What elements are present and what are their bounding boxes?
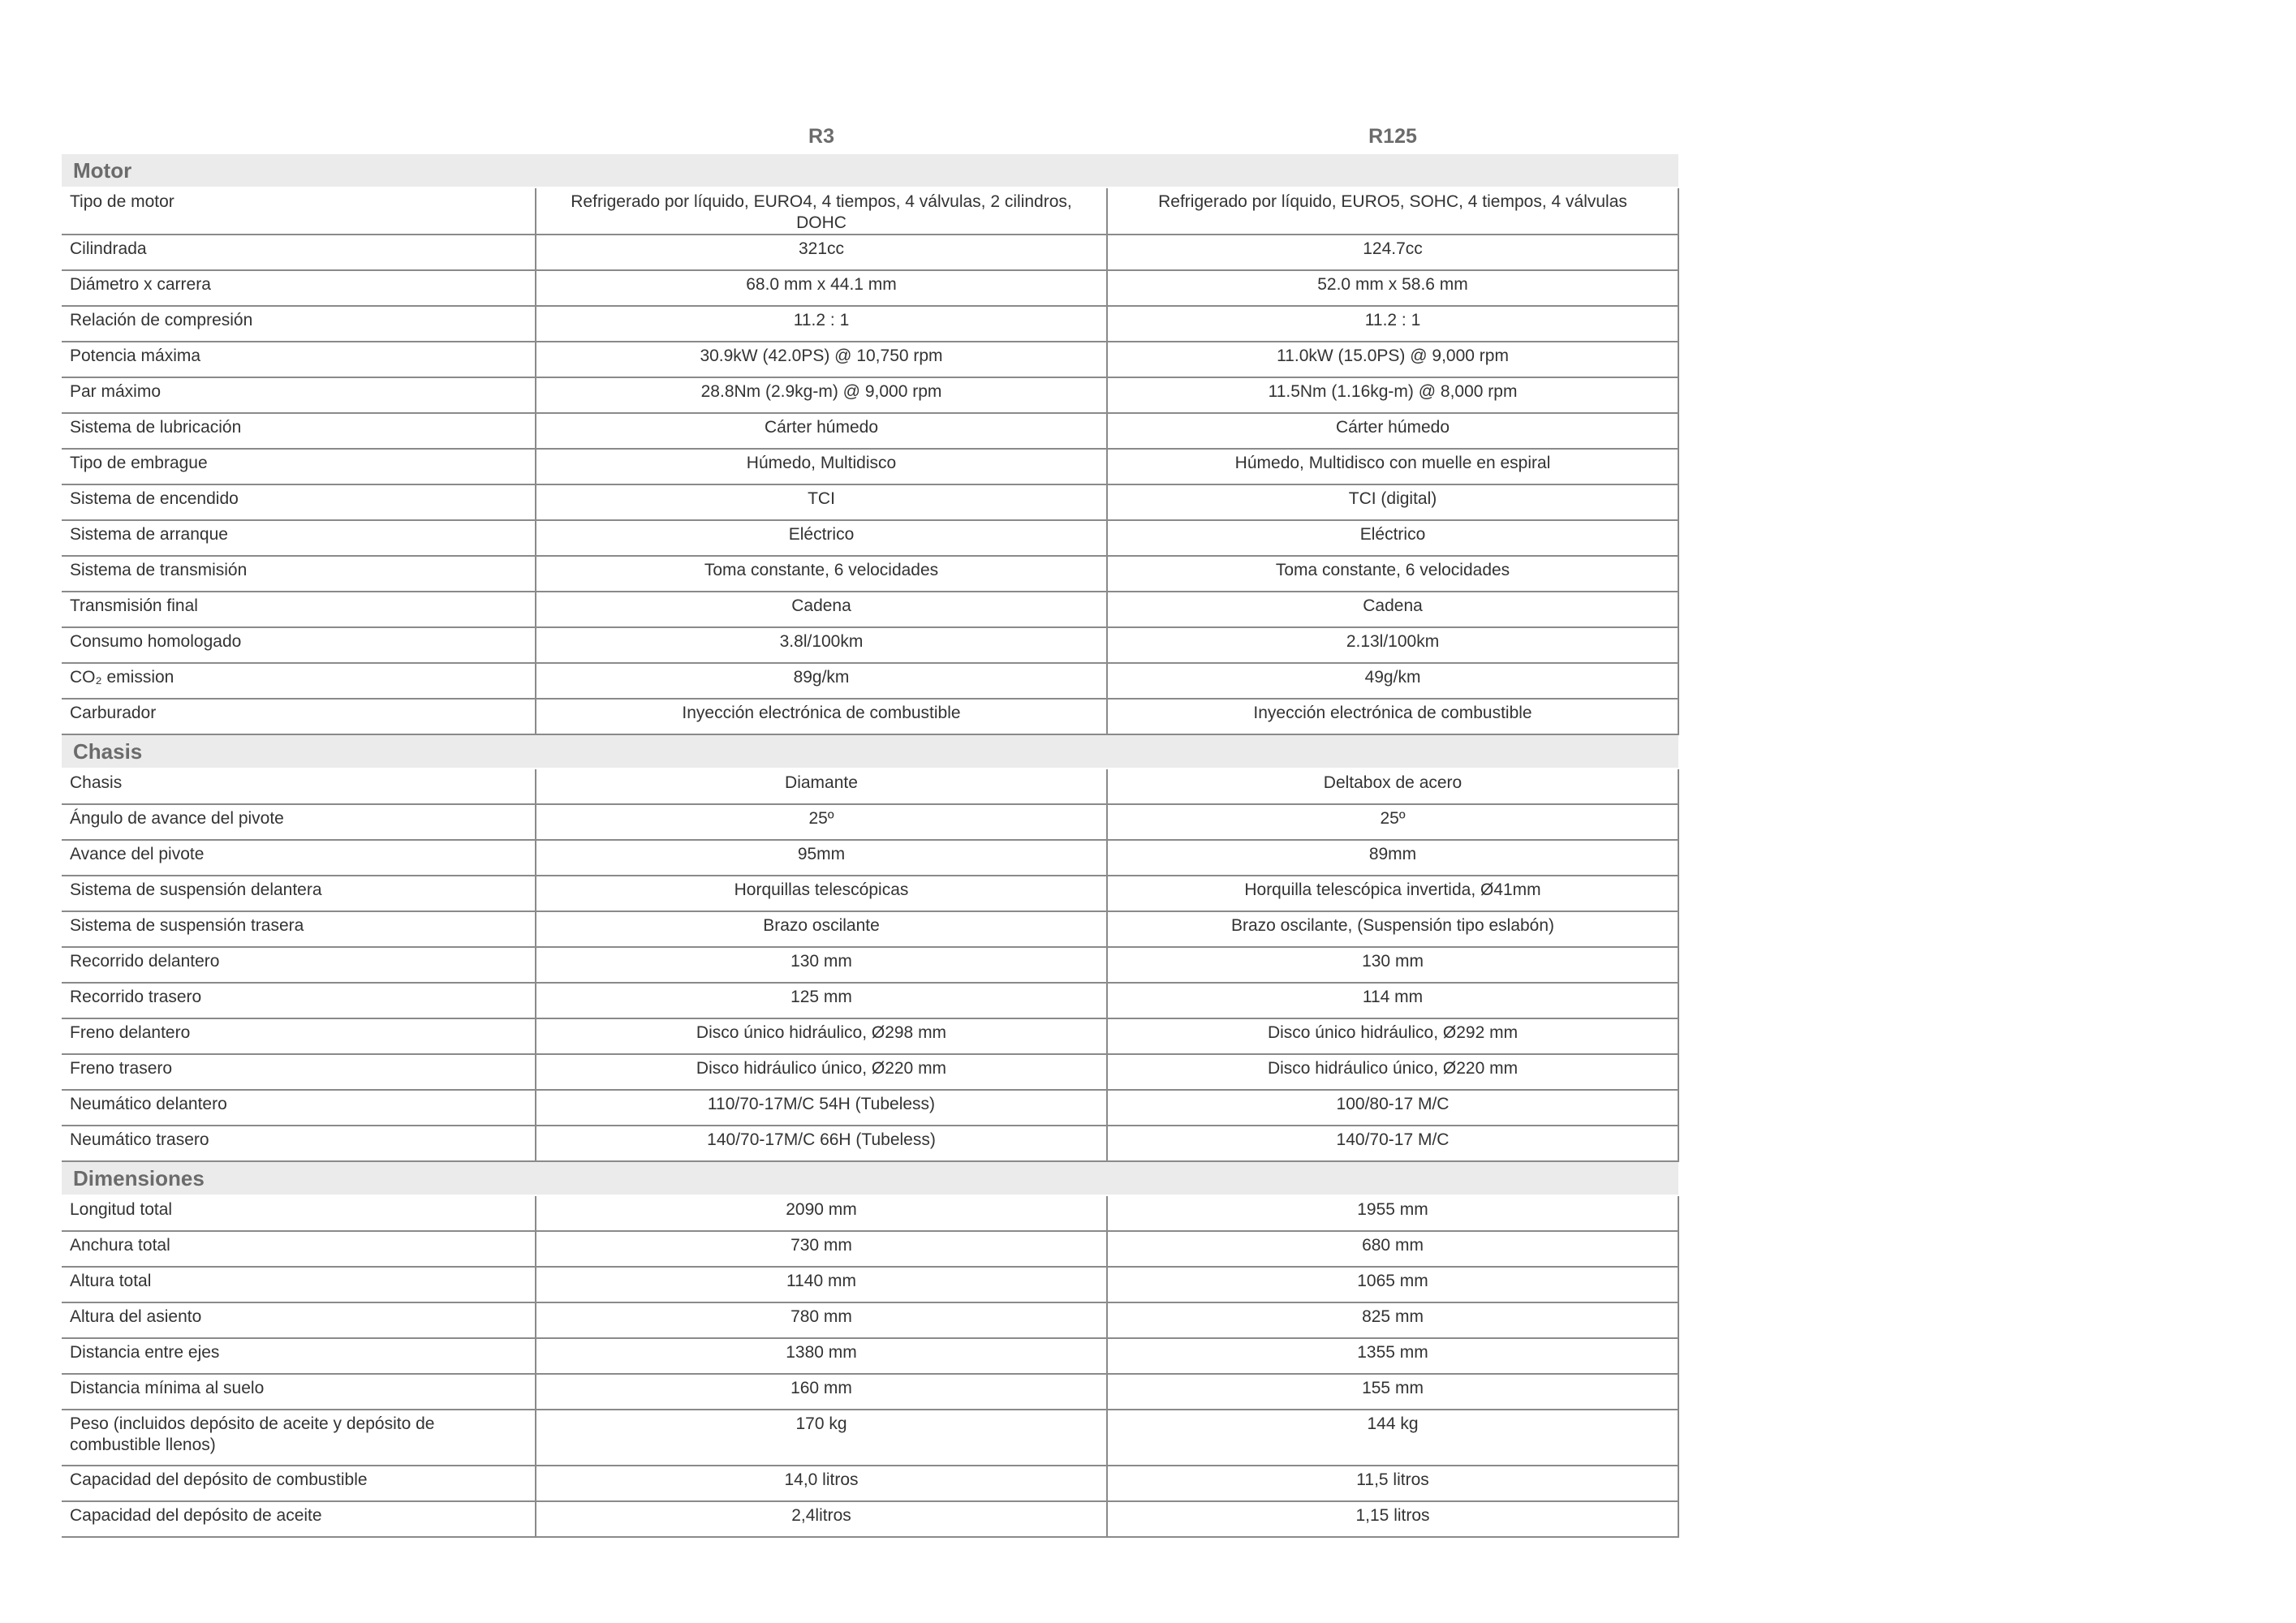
spec-value-r125: 825 mm — [1107, 1302, 1678, 1338]
spec-value-r3: 68.0 mm x 44.1 mm — [536, 270, 1107, 306]
spec-value-r125: Horquilla telescópica invertida, Ø41mm — [1107, 876, 1678, 911]
spec-value-r125: 114 mm — [1107, 983, 1678, 1018]
spec-label: Avance del pivote — [62, 840, 536, 876]
spec-label: Tipo de embrague — [62, 449, 536, 484]
table-row — [62, 699, 1678, 734]
table-row — [62, 840, 1678, 876]
spec-value-r3: 25º — [536, 804, 1107, 840]
spec-label: Diámetro x carrera — [62, 270, 536, 306]
spec-value-r125: 49g/km — [1107, 663, 1678, 699]
spec-value-r3: 130 mm — [536, 947, 1107, 983]
column-headers — [62, 122, 1678, 154]
spec-value-r3: Inyección electrónica de combustible — [536, 699, 1107, 734]
table-row — [62, 1410, 1678, 1466]
spec-value-r3: 1380 mm — [536, 1338, 1107, 1374]
section-title: Chasis — [62, 734, 1678, 768]
spec-value-r3: TCI — [536, 484, 1107, 520]
spec-value-r125: 144 kg — [1107, 1410, 1678, 1466]
table-row — [62, 1267, 1678, 1302]
table-row — [62, 1501, 1678, 1537]
table-row — [62, 235, 1678, 270]
spec-value-r3: 140/70-17M/C 66H (Tubeless) — [536, 1126, 1107, 1161]
spec-label: Carburador — [62, 699, 536, 734]
spec-value-r3: 3.8l/100km — [536, 627, 1107, 663]
spec-value-r3: 2090 mm — [536, 1195, 1107, 1231]
spec-value-r125: 11.0kW (15.0PS) @ 9,000 rpm — [1107, 342, 1678, 377]
table-row — [62, 663, 1678, 699]
spec-label: Capacidad del depósito de combustible — [62, 1466, 536, 1501]
spec-value-r3: Horquillas telescópicas — [536, 876, 1107, 911]
spec-value-r3: Eléctrico — [536, 520, 1107, 556]
spec-value-r3: 2,4litros — [536, 1501, 1107, 1537]
spec-value-r3: 95mm — [536, 840, 1107, 876]
table-row — [62, 556, 1678, 592]
table-row — [62, 911, 1678, 947]
spec-value-r3: 1140 mm — [536, 1267, 1107, 1302]
spec-value-r125: 11.5Nm (1.16kg-m) @ 8,000 rpm — [1107, 377, 1678, 413]
spec-label: Distancia entre ejes — [62, 1338, 536, 1374]
spec-value-r125: 52.0 mm x 58.6 mm — [1107, 270, 1678, 306]
spec-value-r3: 28.8Nm (2.9kg-m) @ 9,000 rpm — [536, 377, 1107, 413]
spec-value-r125: Cárter húmedo — [1107, 413, 1678, 449]
spec-label: Relación de compresión — [62, 306, 536, 342]
spec-label: Recorrido trasero — [62, 983, 536, 1018]
spec-value-r125: Brazo oscilante, (Suspensión tipo eslabón) — [1107, 911, 1678, 947]
spec-label: Ángulo de avance del pivote — [62, 804, 536, 840]
table-row — [62, 449, 1678, 484]
spec-label: Recorrido delantero — [62, 947, 536, 983]
table-row — [62, 413, 1678, 449]
table-row — [62, 592, 1678, 627]
spec-value-r125: 130 mm — [1107, 947, 1678, 983]
column-header-r3: R3 — [808, 125, 834, 148]
section-title: Motor — [62, 154, 1678, 187]
spec-table — [62, 154, 1679, 1538]
spec-label: Altura total — [62, 1267, 536, 1302]
spec-value-r125: Disco único hidráulico, Ø292 mm — [1107, 1018, 1678, 1054]
spec-value-r125: 11.2 : 1 — [1107, 306, 1678, 342]
table-row — [62, 270, 1678, 306]
table-row — [62, 377, 1678, 413]
table-row — [62, 1054, 1678, 1090]
table-row — [62, 1338, 1678, 1374]
spec-label: Freno delantero — [62, 1018, 536, 1054]
spec-value-r3: Refrigerado por líquido, EURO4, 4 tiempos, 4 válvulas, 2 cilindros, DOHC — [536, 187, 1107, 235]
spec-value-r125: 1065 mm — [1107, 1267, 1678, 1302]
spec-label: Sistema de lubricación — [62, 413, 536, 449]
spec-label: Neumático delantero — [62, 1090, 536, 1126]
spec-label: Distancia mínima al suelo — [62, 1374, 536, 1410]
table-row — [62, 768, 1678, 804]
spec-label: Sistema de suspensión delantera — [62, 876, 536, 911]
spec-label: Capacidad del depósito de aceite — [62, 1501, 536, 1537]
spec-value-r3: 170 kg — [536, 1410, 1107, 1466]
spec-label: Sistema de transmisión — [62, 556, 536, 592]
table-row — [62, 983, 1678, 1018]
spec-value-r125: 11,5 litros — [1107, 1466, 1678, 1501]
spec-value-r3: 30.9kW (42.0PS) @ 10,750 rpm — [536, 342, 1107, 377]
table-row — [62, 1195, 1678, 1231]
spec-value-r125: Deltabox de acero — [1107, 768, 1678, 804]
table-row — [62, 520, 1678, 556]
spec-value-r125: 100/80-17 M/C — [1107, 1090, 1678, 1126]
spec-value-r125: 25º — [1107, 804, 1678, 840]
spec-label: Longitud total — [62, 1195, 536, 1231]
spec-label: Sistema de encendido — [62, 484, 536, 520]
spec-value-r3: 14,0 litros — [536, 1466, 1107, 1501]
table-row — [62, 627, 1678, 663]
spec-value-r125: TCI (digital) — [1107, 484, 1678, 520]
table-row — [62, 947, 1678, 983]
spec-value-r3: Disco único hidráulico, Ø298 mm — [536, 1018, 1107, 1054]
spec-value-r3: 730 mm — [536, 1231, 1107, 1267]
spec-label: Peso (incluidos depósito de aceite y depósito de combustible llenos) — [62, 1410, 536, 1466]
spec-value-r3: Húmedo, Multidisco — [536, 449, 1107, 484]
spec-value-r125: 1355 mm — [1107, 1338, 1678, 1374]
spec-value-r3: Disco hidráulico único, Ø220 mm — [536, 1054, 1107, 1090]
spec-label: Chasis — [62, 768, 536, 804]
table-row — [62, 1018, 1678, 1054]
table-row — [62, 1374, 1678, 1410]
spec-label: Neumático trasero — [62, 1126, 536, 1161]
table-row — [62, 1466, 1678, 1501]
spec-value-r125: 1955 mm — [1107, 1195, 1678, 1231]
spec-value-r125: Inyección electrónica de combustible — [1107, 699, 1678, 734]
spec-label: CO₂ emission — [62, 663, 536, 699]
spec-value-r3: 11.2 : 1 — [536, 306, 1107, 342]
spec-value-r125: 680 mm — [1107, 1231, 1678, 1267]
spec-label: Cilindrada — [62, 235, 536, 270]
spec-value-r125: 155 mm — [1107, 1374, 1678, 1410]
spec-value-r3: Toma constante, 6 velocidades — [536, 556, 1107, 592]
spec-value-r3: 321cc — [536, 235, 1107, 270]
spec-label: Freno trasero — [62, 1054, 536, 1090]
spec-value-r125: 124.7cc — [1107, 235, 1678, 270]
spec-value-r125: Refrigerado por líquido, EURO5, SOHC, 4 tiempos, 4 válvulas — [1107, 187, 1678, 235]
table-row — [62, 804, 1678, 840]
table-row — [62, 1302, 1678, 1338]
spec-label: Sistema de suspensión trasera — [62, 911, 536, 947]
spec-label: Anchura total — [62, 1231, 536, 1267]
spec-value-r125: Cadena — [1107, 592, 1678, 627]
section-header — [62, 1161, 1678, 1195]
spec-value-r125: Disco hidráulico único, Ø220 mm — [1107, 1054, 1678, 1090]
table-row — [62, 876, 1678, 911]
spec-value-r3: 780 mm — [536, 1302, 1107, 1338]
section-title: Dimensiones — [62, 1161, 1678, 1195]
spec-label: Par máximo — [62, 377, 536, 413]
spec-value-r125: 2.13l/100km — [1107, 627, 1678, 663]
table-row — [62, 342, 1678, 377]
spec-value-r3: Diamante — [536, 768, 1107, 804]
section-header — [62, 154, 1678, 187]
spec-value-r3: Cárter húmedo — [536, 413, 1107, 449]
table-row — [62, 306, 1678, 342]
table-row — [62, 1090, 1678, 1126]
spec-value-r3: 89g/km — [536, 663, 1107, 699]
spec-value-r125: Húmedo, Multidisco con muelle en espiral — [1107, 449, 1678, 484]
spec-value-r3: 160 mm — [536, 1374, 1107, 1410]
column-header-r125: R125 — [1368, 125, 1417, 148]
spec-value-r3: Cadena — [536, 592, 1107, 627]
spec-label: Transmisión final — [62, 592, 536, 627]
spec-label: Altura del asiento — [62, 1302, 536, 1338]
spec-sheet — [62, 122, 1678, 1538]
table-row — [62, 1126, 1678, 1161]
spec-value-r3: 125 mm — [536, 983, 1107, 1018]
section-header — [62, 734, 1678, 768]
spec-value-r3: Brazo oscilante — [536, 911, 1107, 947]
table-row — [62, 484, 1678, 520]
spec-value-r125: Eléctrico — [1107, 520, 1678, 556]
spec-value-r125: 89mm — [1107, 840, 1678, 876]
spec-value-r125: 140/70-17 M/C — [1107, 1126, 1678, 1161]
spec-label: Sistema de arranque — [62, 520, 536, 556]
spec-label: Potencia máxima — [62, 342, 536, 377]
table-row — [62, 187, 1678, 235]
spec-label: Consumo homologado — [62, 627, 536, 663]
spec-value-r125: Toma constante, 6 velocidades — [1107, 556, 1678, 592]
table-row — [62, 1231, 1678, 1267]
spec-value-r125: 1,15 litros — [1107, 1501, 1678, 1537]
spec-label: Tipo de motor — [62, 187, 536, 235]
spec-value-r3: 110/70-17M/C 54H (Tubeless) — [536, 1090, 1107, 1126]
